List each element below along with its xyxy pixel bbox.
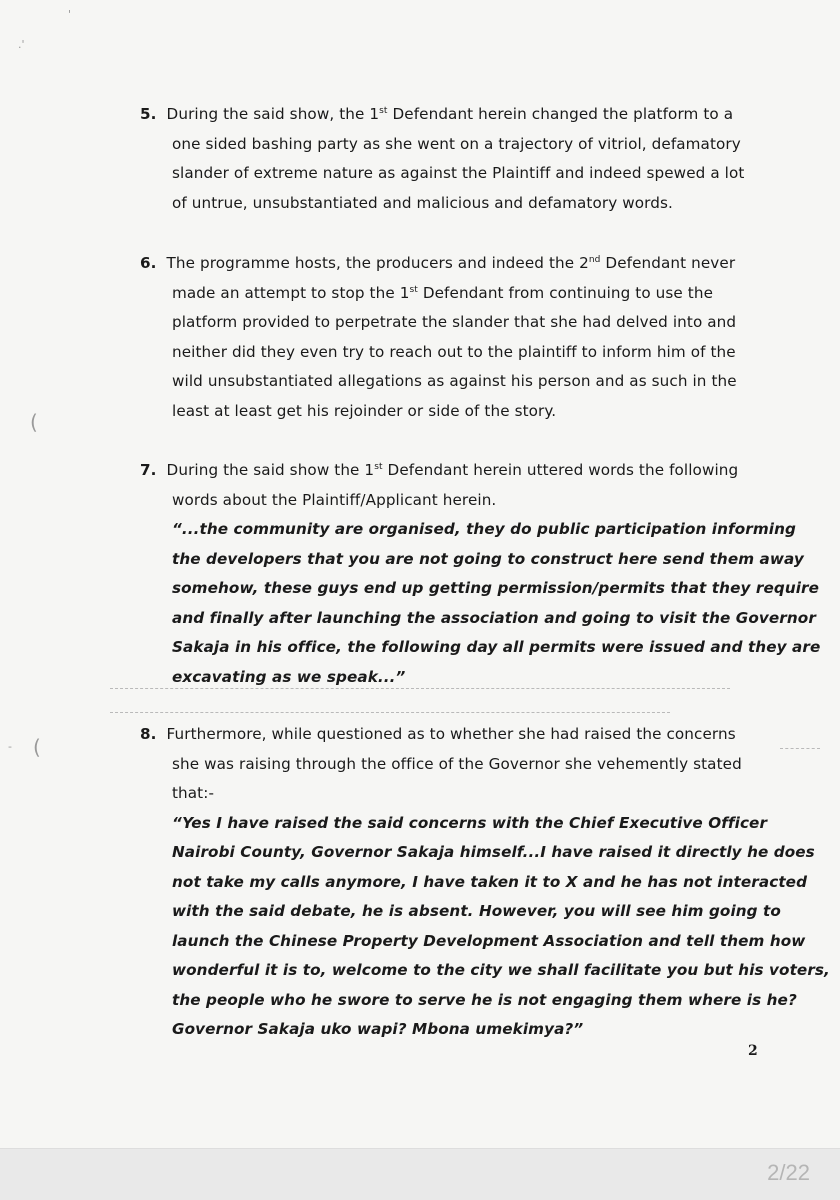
scan-artifact: ' — [68, 8, 72, 21]
paragraph-number: 8. — [140, 725, 157, 743]
scan-artifact: - — [8, 740, 12, 753]
page-number: 2 — [748, 1043, 758, 1059]
scan-dotted-line — [780, 748, 820, 749]
paragraph-5: 5. During the said show, the 1st Defendant herein changed the platform to a one sided bashing party as she went on a trajectory of vitriol, defamatory slander of extreme nature as against the Plaintiff and indeed spewed a lot of untrue, unsubstantiated and malicious and defamatory words. — [140, 105, 745, 212]
paragraph-number: 5. — [140, 105, 157, 123]
page-counter: 2/22 — [767, 1160, 810, 1185]
paragraph-6: 6. The programme hosts, the producers and indeed the 2nd Defendant never made an attempt to stop the 1st Defendant from continuing to use the platform provided to perpetrate the slander that she had delved into and neither did they even try to reach out to the plaintiff to inform him of the wild unsubstantiated allegations as against his person and as such in the least at least get his rejoinder or side of the story. — [140, 254, 737, 420]
scan-artifact: ( — [30, 410, 38, 434]
scan-dotted-line — [110, 712, 670, 713]
paragraph-number: 6. — [140, 254, 157, 272]
paragraph-7: 7. During the said show the 1st Defendant herein uttered words the following words about the Plaintiff/Applicant herein. “...the community are organised, they do public participation informing the developers that you are not going to construct here send them away somehow, these guys end up getting permission/permits that they require and finally after launching the association and going to visit the Governor Sakaja in his office, the following day all permits were issued and they are excavating as we speak...” — [140, 456, 740, 692]
paragraph-number: 7. — [140, 461, 157, 479]
quote-block: “...the community are organised, they do public participation informing the developers that you are not going to construct here send them away somehow, these guys end up getting permission/permits that they require and finally after launching the association and going to visit the Governor Sakaja in his office, the following day all permits were issued and they are excavating as we speak...” — [172, 520, 821, 686]
scan-artifact: ( — [33, 735, 41, 759]
quote-block: “Yes I have raised the said concerns with the Chief Executive Officer Nairobi County, Governor Sakaja himself...I have raised it directly he does not take my calls anymore, I have taken it to X and he has not interacted with the said debate, he is absent. However, you will see him going to launch the Chinese Property Development Association and tell them how wonderful it is to, welcome to the city we shall facilitate you but his voters, the people who he swore to serve he is not engaging them where is he? Governor Sakaja uko wapi? Mbona umekimya?” — [172, 813, 830, 1038]
paragraph-8: 8. Furthermore, while questioned as to whether she had raised the concerns she was raising through the office of the Governor she vehemently stated that:- “Yes I have raised the said concerns with the Chief Executive Officer Nairobi County, Governor Sakaja himself...I have raised it directly he does not take my calls anymore, I have taken it to X and he has not interacted with the said debate, he is absent. However, you will see him going to launch the Chinese Property Development Association and tell them how wonderful it is to, welcome to the city we shall facilitate you but his voters, the people who he swore to serve he is not engaging them where is he? Governor Sakaja uko wapi? Mbona umekimya?” — [140, 720, 740, 1045]
scan-artifact: .' — [18, 38, 25, 51]
